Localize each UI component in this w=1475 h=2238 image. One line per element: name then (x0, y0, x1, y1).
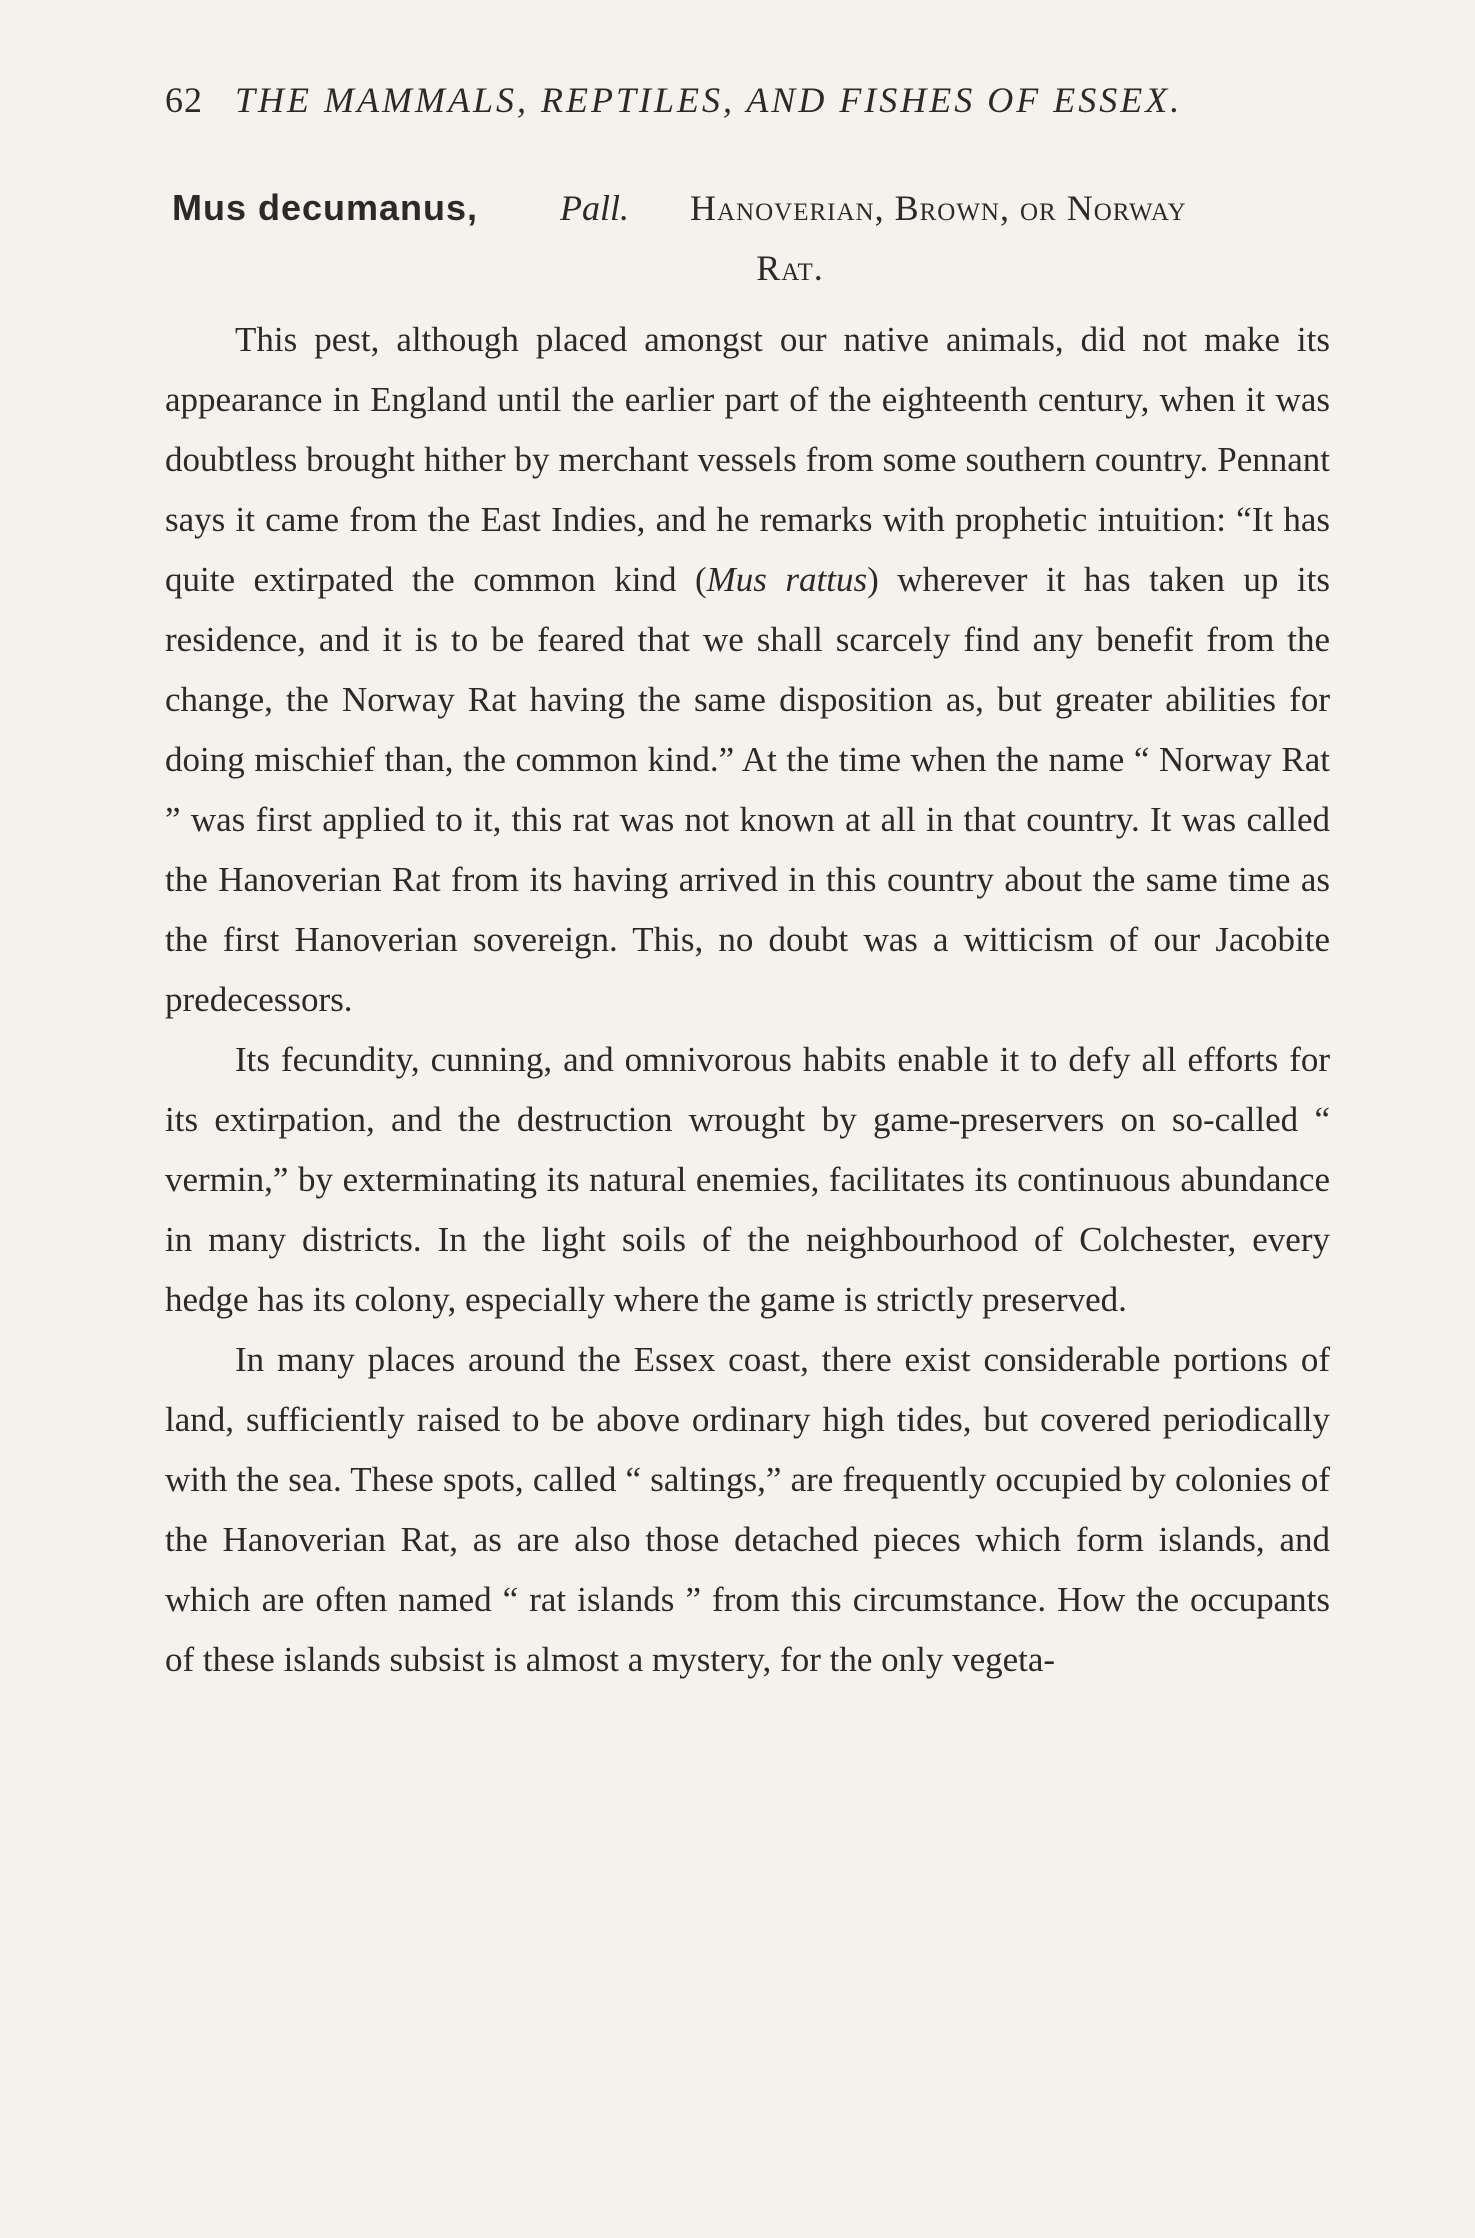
species-heading (165, 178, 1330, 298)
page-number: 62 (165, 80, 203, 120)
book-page (165, 70, 1330, 1690)
paragraph-1-italic-name: Mus rattus (706, 560, 868, 599)
body-text (165, 310, 1330, 1690)
common-name-continued: Rat. (756, 248, 824, 288)
paragraph-2: Its fecundity, cunning, and omnivorous habits enable it to defy all efforts for its extirpation, and the destruction wrought by game-preservers on so-called “ vermin,” by exterminating its natural enemies, facilitates its continuous abundance in many districts. In the light soils of the neighbourhood of Colchester, every hedge has its colony, especially where the game is strictly preserved. (165, 1040, 1330, 1319)
running-title: THE MAMMALS, REPTILES, AND FISHES OF ESSEX. (235, 80, 1183, 120)
paragraph-3: In many places around the Essex coast, there exist considerable portions of land, sufficiently raised to be above ordinary high tides, but covered periodically with the sea. These spots, called “ saltings,” are frequently occupied by colonies of the Hanoverian Rat, as are also those detached pieces which form islands, and which are often named “ rat islands ” from this circumstance. How the occupants of these islands subsist is almost a mystery, for the only vegeta- (165, 1340, 1330, 1679)
common-name: Hanoverian, Brown, or Norway (690, 188, 1187, 228)
running-head (165, 70, 1330, 130)
species-authority: Pall. (560, 188, 629, 228)
scientific-name: Mus decumanus, (172, 187, 479, 228)
paragraph-1-text-a: This pest, although placed amongst our native animals, did not make its appearance in England until the earlier part of the eighteenth century, when it was doubtless brought hither by merchant vessels from some southern country. Pennant says it came from the East Indies, and he remarks with prophetic intuition: “It has quite extirpated the common kind ( (165, 320, 1330, 599)
paragraph-1 (165, 310, 1330, 1030)
paragraph-1-text-b: ) wherever it has taken up its residence, and it is to be feared that we shall scarcely find any benefit from the change, the Norway Rat having the same disposition as, but greater abilities for doing mischief than, the common kind.” At the time when the name “ Norway Rat ” was first applied to it, this rat was not known at all in that country. It was called the Hanoverian Rat from its having arrived in this country about the same time as the first Hanoverian sovereign. This, no doubt was a witticism of our Jacobite predecessors. (165, 560, 1330, 1019)
